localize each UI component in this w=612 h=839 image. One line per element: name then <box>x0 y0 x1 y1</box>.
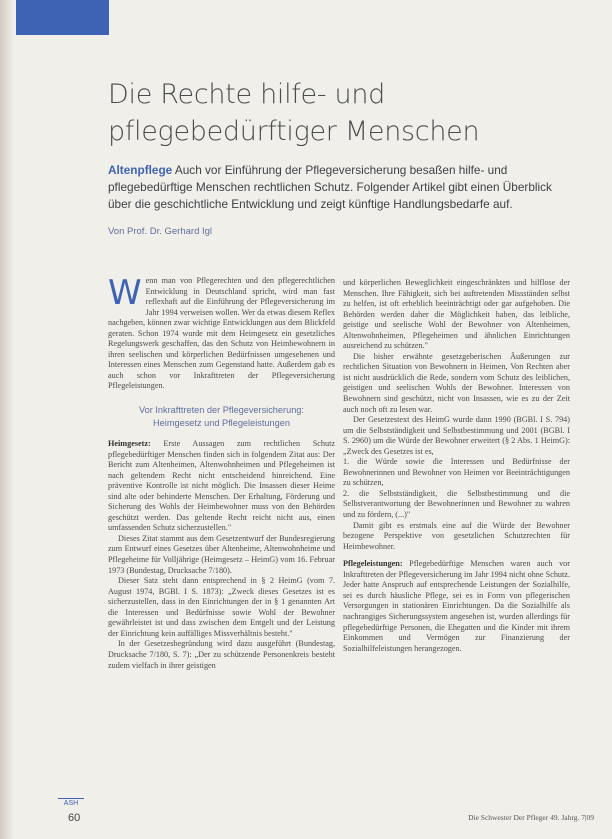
text-column-left <box>108 273 335 671</box>
paragraph: Dieser Satz steht dann entsprechend in § 2 HeimG (vom 7. August 1974, BGBl. I S. 1873): „Zweck dieses Gesetzes ist es sicherzustellen, dass in den Einrichtungen der in § 1 genannten Art die Interessen und Bedürfnisse sowie Wohl der Bewohner gewährleistet ist und dass zwischen dem Entgelt und der Leistung der Einrichtung kein auffälliges Missverhältnis besteht." <box>108 576 335 638</box>
page-number: 60 <box>68 812 81 824</box>
pflegeleistungen-paragraph <box>343 559 570 654</box>
paragraph: Der Gesetzestext des HeimG wurde dann 1990 (BGBl. I S. 794) um die Selbstständigkeit und Selbstbestimmung und 2001 (BGBl. I S. 2960) um die Würde der Bewohner erweitert (§ 2 Abs. 1 HeimG): „Zweck des Gesetzes ist es, <box>343 415 570 456</box>
lead-keyword: Altenpflege <box>108 163 173 177</box>
intro-paragraph <box>108 273 335 392</box>
paragraph: und körperlichen Beweglichkeit eingeschränkten und hilflose der Menschen. Ihre Fähigkeit, sich bei auftretenden Missständen selbst zu helfen, ist oft erheblich beeinträchtigt oder gar aufgehoben. Die Behörden werden daher die Möglichkeit haben, das leibliche, geistige und seelische Wohl der Bewohner von Altenheimen, Altenwohnheimen, Pflegeheimen und ähnlichen Einrichtungen ausreichend zu schützen." <box>343 278 570 351</box>
page-binding-shadow <box>0 0 14 839</box>
pflegeleistungen-runin: Pflegeleistungen: <box>343 559 403 569</box>
intro-text: enn man von Pflegerechten und den pflegerechtlichen Entwicklung in Deutschland spricht, wird man fast reflexhaft auf die Einführung der Pflegeversicherung im Jahr 1994 verweisen wollen. Wer da etwas diesem Reflex nachgeben, können zwar wichtige Entwicklungen aus dem Blickfeld geraten. Schon 1974 wurde mit dem Heimgesetz ein gesetzliches Regelungswerk geschaffen, das den Schutz von Heimbewohnern in ihren seelischen und körperlichen Bedürfnissen umgesehenen und Interessen eines Menschen zum Gegenstand hatte. Außerdem gab es auch schon vor Inkrafttreten der Pflegeversicherung Pflegeleistungen. <box>108 276 335 391</box>
article-lead <box>108 162 568 212</box>
drop-cap: W <box>108 273 142 313</box>
paragraph: Die bisher erwähnte gesetzgeberischen Äußerungen zur rechtlichen Situation von Bewohnern in Heimen, Von Rechten aber ist nicht ausdrücklich die Rede, sondern vom Schutz des leiblichen, geistigen und seelischen Wohls der Bewohner. Interessen von Bewohnern sind geschützt, nicht von Insassen, wie es zu der Zeit auch noch oft zu lesen war. <box>343 351 570 414</box>
heimgesetz-runin: Heimgesetz: <box>108 439 151 449</box>
section-color-tab <box>16 0 109 35</box>
paragraph: In der Gesetzesbegründung wird dazu ausgeführt (Bundestag, Drucksache 7/180, S. 7): „Der zu schützende Personenkreis besteht zudem vielfach in ihrer geistigen <box>108 639 335 670</box>
article-byline: Von Prof. Dr. Gerhard Igl <box>108 226 213 237</box>
lead-text: Auch vor Einführung der Pflegeversicherung besaßen hilfe- und pflegebedürftige Menschen rechtlichen Schutz. Folgender Artikel gibt einen Überblick über die geschichtliche Entwicklung und zeigt künftige Handlungsbedarfe auf. <box>108 163 552 211</box>
article-headline <box>108 76 578 150</box>
text-column-right <box>343 278 570 654</box>
list-item: 2. die Selbstständigkeit, die Selbstbestimmung und die Selbstverantwortung der Bewohnerinnen und Bewohner zu wahren und zu fördern, (...)" <box>343 488 570 520</box>
headline-line-1: Die Rechte hilfe- und <box>108 79 386 110</box>
paragraph: Damit gibt es erstmals eine auf die Würde der Bewohner bezogene Perspektive von gesetzlichen Schutzrechten für Heimbewohner. <box>343 520 570 551</box>
pflegeleistungen-text: Pflegebedürftige Menschen waren auch vor Inkrafttreten der Pflegeversicherung im Jahr 1994 nicht ohne Schutz. Jeder hatte Anspruch auf entsprechende Leistungen der Sozialhilfe, sei es durch häusliche Pflege, sei es in Form von pflegerischen Versorgungen in stationären Einrichtungen. Da die Sozialhilfe als nachrangiges Sicherungssystem angesehen ist, wurden allerdings für pflegebedürftige Personen, die Ehegatten und die Kinder mit ihrem Einkommen und Vermögen zur Finanzierung der Sozialhilfeleistungen herangezogen. <box>343 559 570 653</box>
footer-source: Die Schwester Der Pfleger 49. Jahrg. 7|09 <box>468 813 594 822</box>
publisher-logo: ASH <box>58 798 84 807</box>
heimgesetz-text: Erste Aussagen zum rechtlichen Schutz pflegebedürftiger Menschen finden sich in folgendem Zitat aus: Der Bericht zum Altenheimen, Altenwohnheimen und Pflegeheimen ist nach geltendem Recht nicht entscheidend hinreichend. Eine präventive Kontrolle ist nicht möglich. Die Insassen dieser Heime sind alte oder behinderte Menschen. Der Erhaltung, Förderung und Sicherung des Wohls der Heimbewohner muss von den Behörden geschützt werden. Das geltende Recht reicht nicht aus, einen umfassenden Schutz sicherzustellen." <box>108 439 335 533</box>
paragraph: Dieses Zitat stammt aus dem Gesetzentwurf der Bundesregierung zum Entwurf eines Gesetzes über Altenheime, Altenwohnheime und Pflegeheime für Volljährige (Heimgesetz – HeimG) vom 16. Februar 1973 (Bundestag, Drucksache 7/180). <box>108 533 335 575</box>
headline-line-2: pflegebedürftiger Menschen <box>108 116 480 147</box>
heimgesetz-paragraph <box>108 439 335 534</box>
section-subheading <box>108 404 335 429</box>
subheading-line-2: Heimgesetz und Pflegeleistungen <box>153 417 290 428</box>
subheading-line-1: Vor Inkrafttreten der Pflegeversicherung: <box>139 405 304 416</box>
list-item: 1. die Würde sowie die Interessen und Bedürfnisse der Bewohnerinnen und Bewohner von Heimen vor Beeinträchtigungen zu schützen, <box>343 457 570 488</box>
